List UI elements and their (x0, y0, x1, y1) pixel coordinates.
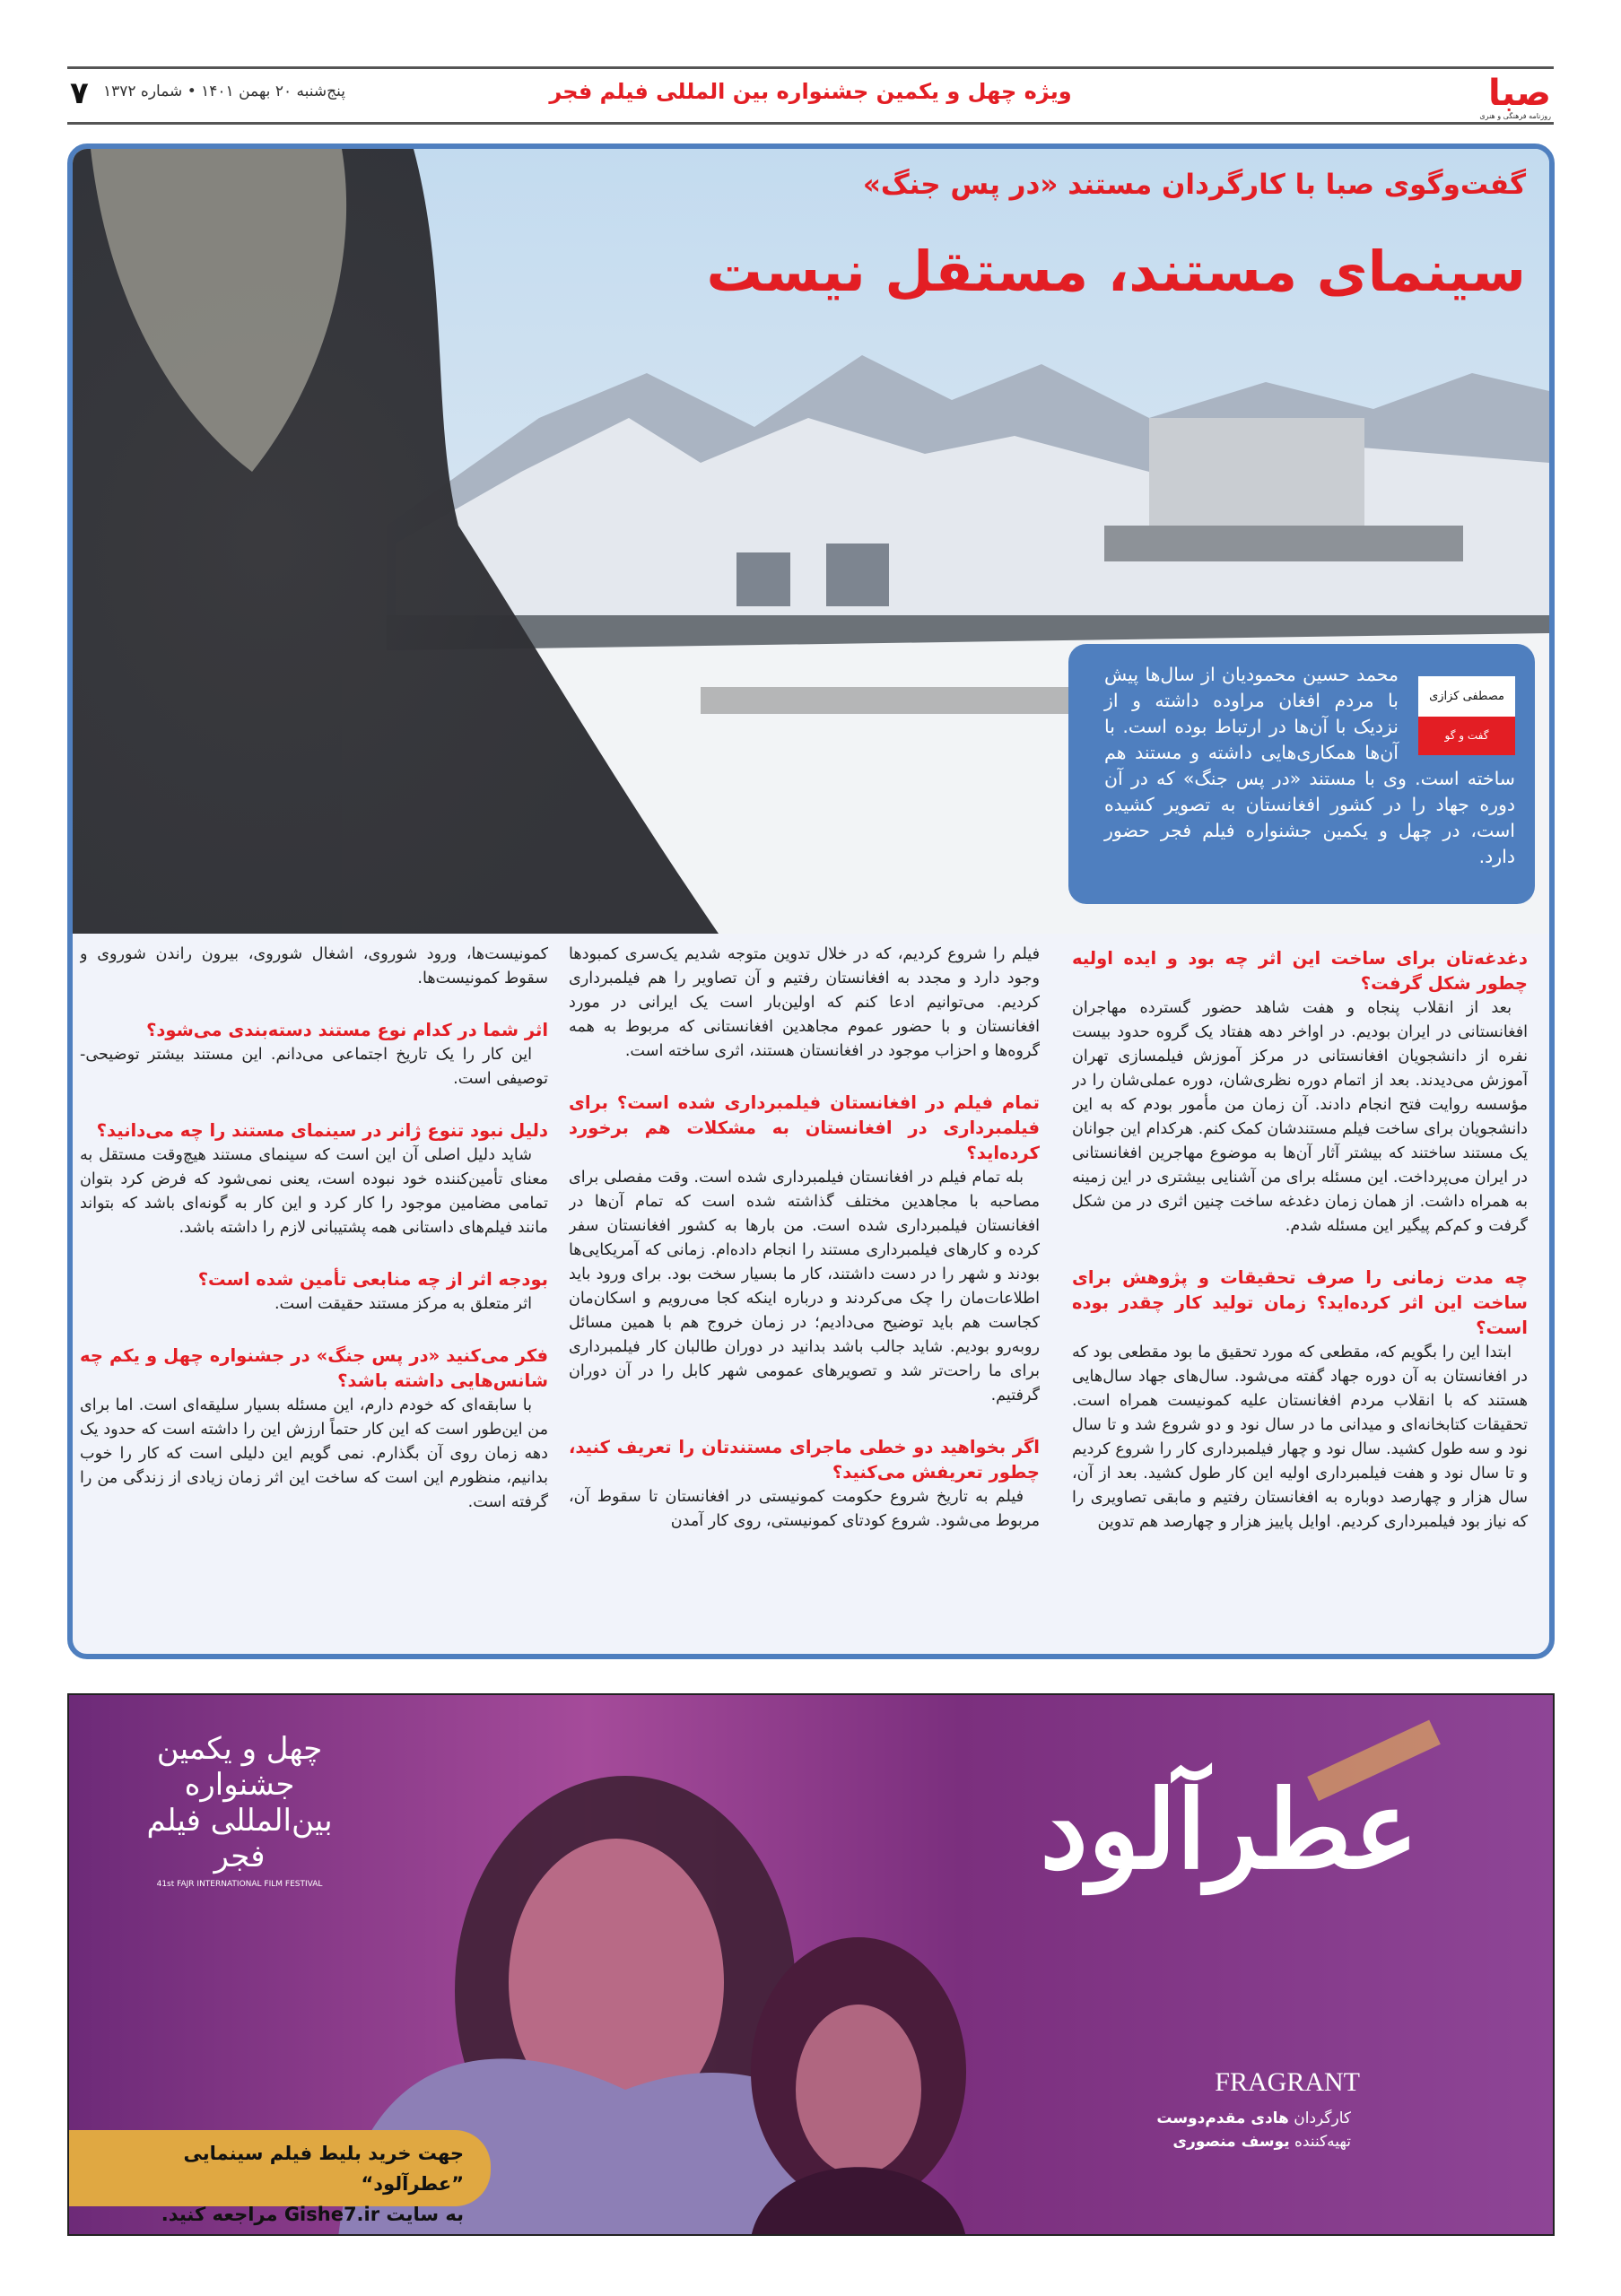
question-heading: اثر شما در کدام نوع مستند دسته‌بندی می‌شود؟ (146, 1020, 548, 1040)
question-heading: چه مدت زمانی را صرف تحقیقات و پژوهش برای ساخت این اثر کرده‌اید؟ زمان تولید کار چقدر بوده است؟ (1072, 1267, 1528, 1338)
answer-text: این کار را یک تاریخ اجتماعی می‌دانم. این مستند بیشتر توضیحی-توصیفی است. (80, 1046, 548, 1088)
byline (1418, 676, 1515, 755)
article-type: گفت و گو (1418, 717, 1515, 755)
answer-text: فیلم را شروع کردیم، که در خلال تدوین متوجه شدیم یک‌سری کمبودها وجود دارد و مجدد به افغانستان رفتیم و آن تصاویر را هم فیلمبرداری کردیم. می‌توانیم ادعا کنم که اولین‌بار است یک ایرانی در مورد افغانستان و با حضور عموم مجاهدین افغانستانی که مربوط به همه گروه‌ها و احزاب موجود در افغانستان هستند، اثری ساخته است. (569, 945, 1040, 1060)
author-name: مصطفی کزازی (1418, 676, 1515, 717)
question-heading: تمام فیلم در افغانستان فیلمبرداری شده است؟ برای فیلمبرداری در افغانستان به مشکلات هم برخورد کرده‌اید؟ (569, 1092, 1040, 1163)
question-heading: بودجه اثر از چه منابعی تأمین شده است؟ (197, 1269, 548, 1290)
answer-text: ابتدا این را بگویم که، مقطعی که مورد تحقیق ما بود مقطعی بود که در افغانستان به آن دوره جهاد گفته می‌شود. سال‌های جهاد سال‌هایی هستند که با انقلاب مردم افغانستان علیه کمونیست همراه است. تحقیقات کتابخانه‌ای و میدانی ما در سال نود و دو شروع شد و تا سال نود و سه طول کشید. سال نود و چهار فیلمبرداری کار را شروع کردیم و تا سال نود و هفت فیلمبرداری اولیه این کار طول کشید. بعد از آن، سال هزار و چهارصد دوباره به افغانستان رفتیم و مابقی تصاویری را که نیاز بود فیلمبرداری کردیم. اوایل پاییز هزار و چهارصد هم تدوین (1072, 1344, 1528, 1531)
top-rule (67, 66, 1554, 69)
article-kicker: گفت‌وگوی صبا با کارگردان مستند «در پس جنگ» (862, 169, 1526, 201)
answer-text: کمونیست‌ها، ورود شوروی، اشغال شوروی، بیرون راندن شوروی و سقوط کمونیست‌ها. (80, 945, 548, 987)
answer-text: با سابقه‌ای که خودم دارم، این مسئله بسیار سلیقه‌ای است. اما برای من این‌طور است که این کار حتماً ارزش این را داشته است که حدود یک دهه زمان روی آن بگذارم. نمی گویم این دلیلی است که کار را خوب بدانیم، منظورم این است که ساخت این اثر زمان زیادی از زندگی من را گرفته است. (80, 1396, 548, 1511)
lead-box (1068, 644, 1535, 904)
question-heading: دغدغه‌تان برای ساخت این اثر چه بود و ایده اولیه چطور شکل گرفت؟ (1072, 948, 1528, 994)
answer-text: شاید دلیل اصلی آن این است که سینمای مستند هیچ‌وقت مستقل به معنای تأمین‌کننده خود نبوده است، یعنی نمی‌شود که فرض کرد بتوان تمامی مضامین موجود را کار کرد و این کار به گونه‌ای باشد که بتواند مانند فیلم‌های داستانی همه پشتیبانی لازم را داشته باشد. (80, 1146, 548, 1237)
answer-text: اثر متعلق به مرکز مستند حقیقت است. (274, 1295, 532, 1313)
section-title: ویژه چهل و یکمین جشنواره بین المللی فیلم فجر (549, 79, 1072, 104)
question-heading: دلیل نبود تنوع ژانر در سینمای مستند را چه می‌دانید؟ (96, 1120, 548, 1141)
question-heading: فکر می‌کنید «در پس جنگ» در جشنواره چهل و یکم چه شانس‌هایی داشته باشد؟ (80, 1345, 548, 1391)
answer-text: بعد از انقلاب پنجاه و هفت شاهد حضور گسترده مهاجران افغانستانی در ایران بودیم. در اواخر دهه هفتاد یک گروه حدود بیست نفره از دانشجویان افغانستانی در مرکز آموزش فیلمسازی تهران آموزش می‌دیدند. بعد از اتمام دوره نظری‌شان، دوره عملی‌شان را در مؤسسه روایت فتح انجام دادند. آن زمان من مأمور بودم که به این دانشجویان برای ساخت فیلم مستندشان کمک کنم. هرکدام این جوانان یک مستند ساختند که بیشتر آثار آن‌ها به موضوع مهاجرین افغانستانی در ایران می‌پرداخت. این مسئله برای من آشنایی بیشتری در این زمینه به همراه داشت. از همان زمان دغدغه ساخت چنین اثری در من شکل گرفت و کم‌کم پیگیر این مسئله شدم. (1072, 999, 1528, 1235)
newspaper-logo: صبا روزنامه فرهنگی و هنری (1479, 73, 1551, 120)
interview-article (67, 144, 1555, 1659)
dateline: پنج‌شنبه ۲۰ بهمن ۱۴۰۱ • شماره ۱۳۷۲ (103, 83, 345, 100)
lead-text: محمد حسین محمودیان از سال‌ها پیش با مردم افغان مراوده داشته و از نزدیک با آن‌ها در ارتباط بوده است. با آن‌ها همکاری‌هایی داشته و مستند هم ساخته است. وی با مستند «در پس جنگ» که در آن دوره جهاد را در کشور افغانستان به تصویر کشیده است، در چهل و یکمین جشنواره فیلم فجر حضور دارد. (1104, 664, 1515, 867)
column-2 (569, 943, 1040, 1651)
film-title-logo: عطرآلود (1040, 1767, 1418, 1893)
answer-text: بله تمام فیلم در افغانستان فیلمبرداری شده است. وقت مفصلی برای مصاحبه با مجاهدین مختلف گذاشته شده است که تمام آن‌ها در افغانستان فیلمبرداری شده است. من بارها به کشور افغانستان سفر کرده و کارهای فیلمبرداری مستند را انجام داده‌ام. زمانی که آمریکایی‌ها بودند و شهر را در دست داشتند، کار ما بسیار سخت بود. برای ورود باید اطلاعات‌مان را چک می‌کردند و درباره اینکه کجا می‌رویم و اسکان‌مان کجاست هم باید توضیح می‌دادیم؛ در زمان خروج هم با همین مسائل روبه‌رو بودیم. شاید جالب باشد بدانید در دوران طالبان کار فیلمبرداری برای ما راحت‌تر شد و تصویرهای عمومی شهر کابل را در آن دوران گرفتیم. (569, 1169, 1040, 1405)
article-headline: سینمای مستند، مستقل نیست (706, 239, 1526, 304)
page-number: ۷ (70, 75, 89, 111)
header-rule (67, 122, 1554, 125)
fajr-festival-logo: چهل و یکمین جشنواره بین‌المللی فیلم فجر 41st FAJR INTERNATIONAL FILM FESTIVAL (146, 1731, 333, 1889)
answer-text: فیلم به تاریخ شروع حکومت کمونیستی در افغانستان تا سقوط آن، مربوط می‌شود. شروع کودتای کمونیستی، روی کار آمدن (569, 1488, 1040, 1530)
column-1 (1072, 943, 1528, 1651)
question-heading: اگر بخواهید دو خطی ماجرای مستندتان را تعریف کنید، چطور تعریفش می‌کنید؟ (569, 1437, 1040, 1483)
film-advertisement (67, 1693, 1555, 2236)
director-credit: کارگردان هادی مقدم‌دوست (1156, 2109, 1351, 2127)
ticket-cta[interactable]: جهت خرید بلیط فیلم سینمایی ”عطرآلود“ به سایت Gishe7.ir مراجعه کنید. (69, 2130, 491, 2206)
column-3 (80, 943, 548, 1651)
film-title-english: FRAGRANT (1215, 2067, 1360, 2097)
producer-credit: تهیه‌کننده یوسف منصوری (1172, 2133, 1351, 2151)
